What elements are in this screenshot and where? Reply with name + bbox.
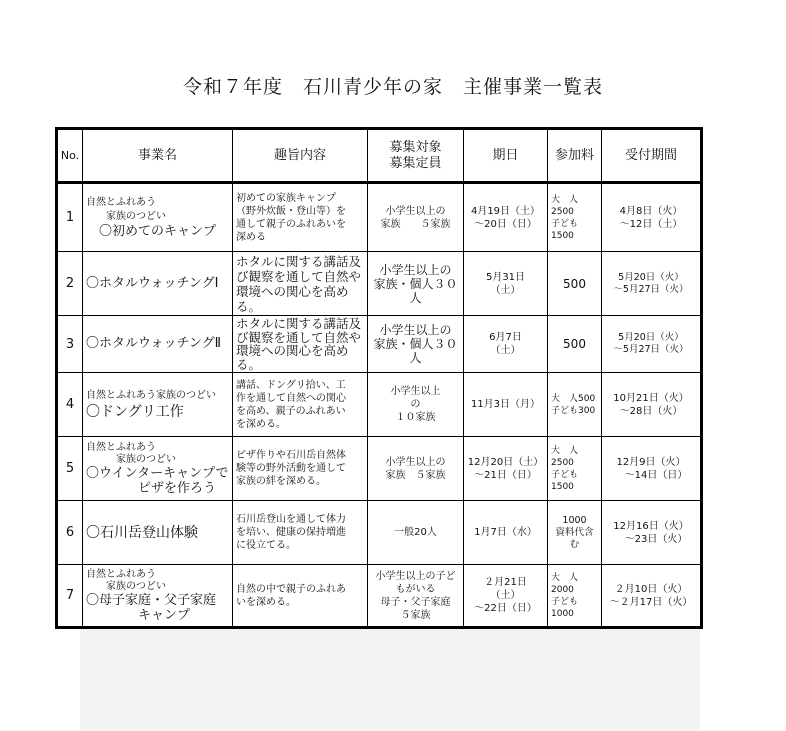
event-name-line: 自然とふれあう [86,196,156,208]
event-date [464,183,548,252]
event-fee [548,501,602,565]
event-date [464,316,548,373]
purpose-line: に役立てる。 [236,540,296,551]
event-name-line: 自然とふれあう [86,441,156,453]
period-line: 4月8日（火） [619,205,683,217]
event-target [368,565,464,628]
purpose-line: 石川岳登山を通して体力 [236,514,346,525]
period-line: ～14日（日） [614,469,688,481]
purpose-line: 深める [236,231,266,243]
event-fee [548,437,602,501]
row-number: 4 [57,373,83,437]
event-name-line: 〇初めてのキャンプ [86,223,217,239]
event-fee [548,565,602,628]
purpose-line: る。 [236,298,262,314]
event-purpose [233,252,368,316]
row-number: 7 [57,565,83,628]
table-row [57,373,702,437]
event-purpose [233,183,368,252]
fee-line: 1000 [551,608,574,619]
fee-line: 500 [563,276,586,291]
table-row [57,501,702,565]
period-line: ～28日（火） [619,405,683,417]
purpose-line: 講話、ドングリ拾い、工 [236,379,346,391]
event-name-line: 自然とふれあう [86,568,156,580]
header-period: 受付期間 [602,129,702,183]
target-line: 一般20人 [394,527,437,538]
period-line: ～23日（火） [614,533,688,545]
purpose-line: を高め、親子のふれあい [236,405,346,417]
purpose-line: ホタルに関する講話及 [236,316,362,331]
fee-line: 1500 [551,481,574,492]
fee-line: 子ども [551,596,579,607]
date-line: 12月20日（土） [467,456,544,468]
date-line: （土） [490,345,521,356]
event-name-line: 〇ウインターキャンプで [86,465,229,481]
target-line: 人 [409,351,422,365]
purpose-line: 環境への関心を高め [236,343,349,358]
fee-line: 1500 [551,230,574,241]
date-line: ～20日（日） [474,218,537,230]
event-period [602,565,702,628]
target-line: 小学生以上の [385,205,446,217]
purpose-line: いを深める。 [236,596,296,608]
event-name [83,373,233,437]
event-name-line: 〇ドングリ工作 [86,403,184,420]
purpose-line: 験等の野外活動を通して [236,463,346,474]
fee-line: 2000 [551,584,574,595]
purpose-line: ホタルに関する講話及 [236,253,362,269]
target-line: 母子・父子家庭 [380,596,451,608]
event-name [83,252,233,316]
target-line: もがいる [395,583,436,595]
date-line: （土） [490,590,521,601]
event-name-line: 〇ホタルウォッチングⅠ [86,275,219,291]
event-name-line: 家族のつどい [86,453,176,465]
row-number: 6 [57,501,83,565]
event-target [368,501,464,565]
date-line: ２月21日 [484,577,527,588]
event-fee [548,183,602,252]
date-line: 1月7日（水） [474,527,537,538]
header-purpose: 趣旨内容 [233,129,368,183]
period-line: 12月16日（火） [613,520,689,532]
target-line: １０家族 [395,412,436,423]
header-target [368,129,464,183]
event-name-line: ピザを作ろう [86,480,217,496]
table-row [57,565,702,628]
event-name-line: 家族のつどい [86,210,166,222]
event-period [602,183,702,252]
target-line: 家族・個人３０ [373,337,458,351]
event-name [83,565,233,628]
fee-line: 大 人 [551,445,579,456]
period-line: 10月21日（火） [613,392,689,404]
header-date: 期日 [464,129,548,183]
row-number: 3 [57,316,83,373]
target-line: 小学生以上の [379,323,452,337]
purpose-line: を深める。 [236,418,286,430]
purpose-line: （野外炊飯・登山等）を [236,205,346,217]
event-date [464,501,548,565]
event-name-line: 家族のつどい [86,580,166,592]
header-no: No. [57,129,83,183]
event-name [83,316,233,373]
date-line: ～22日（日） [474,603,537,614]
table-row [57,437,702,501]
purpose-line: る。 [236,356,262,372]
target-line: 人 [409,290,422,305]
target-line: 家族・個人３０ [373,276,458,291]
row-number: 1 [57,183,83,252]
period-line: 5月20日（火） [618,332,684,343]
event-name [83,437,233,501]
event-purpose [233,316,368,373]
event-period [602,316,702,373]
header-name: 事業名 [83,129,233,183]
event-name [83,183,233,252]
fee-line: 2500 [551,457,574,468]
fee-line: 大 人 [551,572,579,583]
event-date [464,373,548,437]
target-line: の [410,399,421,410]
purpose-line: 環境への関心を高め [236,283,349,299]
event-table [55,127,703,629]
event-name-line: 〇母子家庭・父子家庭 [86,592,217,608]
event-name [83,501,233,565]
event-purpose [233,565,368,628]
fee-line: 子ども300 [551,405,596,416]
event-fee [548,252,602,316]
page-title: 令和７年度 石川青少年の家 主催事業一覧表 [182,76,603,98]
table-row [57,316,702,373]
row-number: 5 [57,437,83,501]
date-line: 5月31日 [485,271,526,283]
event-target [368,437,464,501]
event-target [368,373,464,437]
purpose-line: を培い、健康の保持増進 [236,527,346,538]
header-target-line1: 募集対象 [389,139,442,155]
fee-line: 資料代含 [555,526,594,538]
event-fee [548,316,602,373]
table-row [57,183,702,252]
fee-line: 子ども [551,469,579,480]
target-line: 小学生以上 [390,386,441,397]
target-line: 小学生以上の [379,262,452,277]
date-line: 11月3日（月） [470,399,541,410]
event-purpose [233,437,368,501]
target-line: ５家族 [400,609,431,621]
event-date [464,437,548,501]
event-fee [548,373,602,437]
purpose-line: び観察を通して自然や [236,268,362,284]
row-number: 2 [57,252,83,316]
date-line: 6月7日 [489,332,522,343]
target-line: 家族 ５家族 [385,469,446,481]
period-line: ２月10日（火） [614,583,688,595]
period-line: ～5月27日（火） [613,344,689,355]
fee-line: 子ども [551,218,579,229]
target-line: 小学生以上の [385,456,446,468]
event-target [368,316,464,373]
table-row [57,252,702,316]
purpose-line: 家族の絆を深める。 [236,476,326,487]
event-period [602,437,702,501]
fee-line: 大 人 [551,194,579,205]
fee-line: 1000 [562,514,587,526]
purpose-line: 通して親子のふれあいを [236,218,346,230]
purpose-line: ピザ作りや石川岳自然体 [236,450,346,461]
purpose-line: 作を通して自然への関心 [236,392,346,404]
page-shade [80,628,700,731]
purpose-line: び観察を通して自然や [236,329,362,345]
fee-line: む [569,538,580,550]
period-line: ～5月27日（火） [613,283,689,295]
event-purpose [233,373,368,437]
header-target-line2: 募集定員 [389,155,442,171]
event-target [368,183,464,252]
event-target [368,252,464,316]
purpose-line: 自然の中で親子のふれあ [236,583,346,595]
fee-line: 大 人500 [551,393,596,404]
event-name-line: 〇石川岳登山体験 [86,524,198,541]
period-line: ～２月17日（火） [609,596,693,608]
target-line: 家族 ５家族 [380,218,451,230]
event-period [602,373,702,437]
purpose-line: 初めての家族キャンプ [236,192,336,204]
event-name-line: キャンプ [86,607,191,623]
target-line: 小学生以上の子ど [375,570,456,582]
table-header-row [57,129,702,183]
fee-line: 2500 [551,206,574,217]
period-line: 5月20日（火） [618,271,684,283]
event-name-line: 自然とふれあう家族のつどい [86,389,216,401]
period-line: 12月9日（火） [616,456,686,468]
event-purpose [233,501,368,565]
event-date [464,565,548,628]
event-period [602,501,702,565]
event-period [602,252,702,316]
date-line: （土） [490,284,521,296]
header-fee: 参加料 [548,129,602,183]
event-name-line: 〇ホタルウォッチングⅡ [86,336,221,351]
date-line: 4月19日（土） [470,205,541,217]
period-line: ～12日（土） [619,218,683,230]
event-date [464,252,548,316]
date-line: ～21日（日） [474,469,537,481]
fee-line: 500 [563,337,586,351]
